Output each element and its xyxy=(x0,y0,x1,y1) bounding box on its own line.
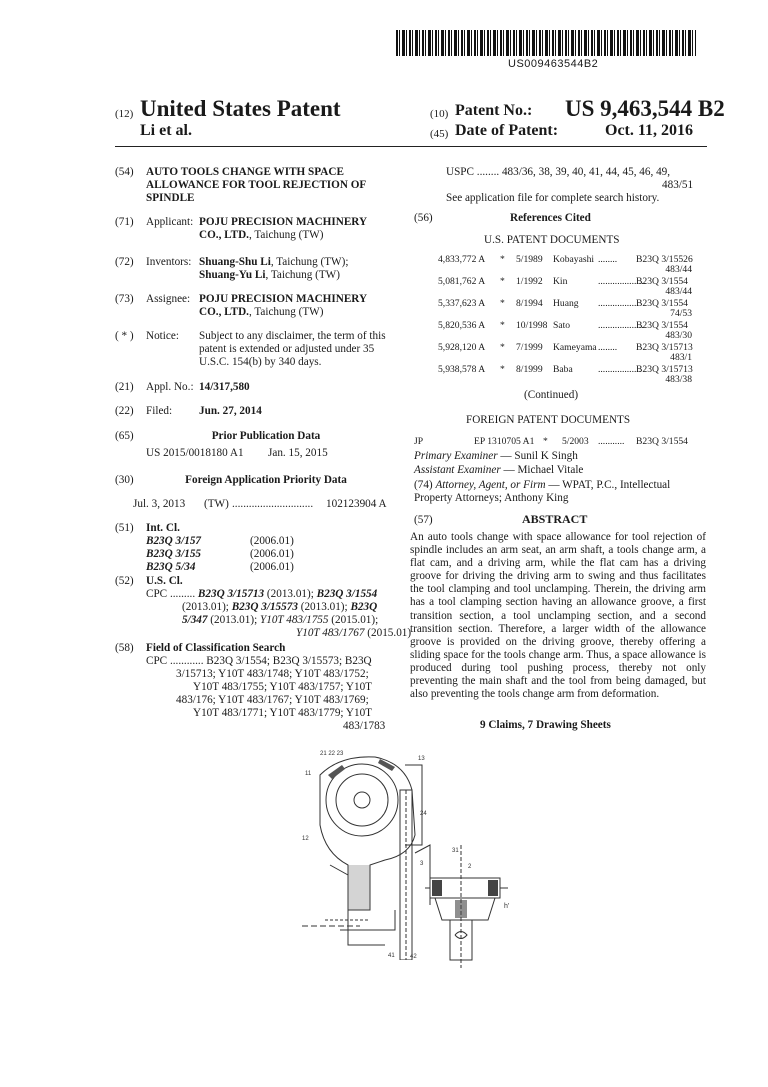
assistant-examiner-label: Assistant Examiner xyxy=(414,464,501,476)
applicant-label: Applicant: xyxy=(146,216,194,228)
attorney-code: (74) xyxy=(414,479,433,491)
us-cl-line-4 xyxy=(296,627,411,640)
field-search-heading: Field of Classification Search xyxy=(146,642,286,654)
foreign-dots: ........... xyxy=(598,436,625,447)
assignee-co: CO., LTD. xyxy=(199,306,249,318)
title-line-3: SPINDLE xyxy=(146,192,195,204)
us-cl-code-7: Y10T 483/1767 xyxy=(296,627,365,639)
ref-name: Kobayashi xyxy=(553,254,595,265)
ref-name: Baba xyxy=(553,364,573,375)
field-54-code: (54) xyxy=(115,166,134,178)
field-search-line-2: 3/15713; Y10T 483/1748; Y10T 483/1752; xyxy=(176,668,369,680)
priority-dots: ............................. xyxy=(232,498,314,510)
notice-line-3: U.S.C. 154(b) by 340 days. xyxy=(199,356,322,368)
foreign-priority-heading: Foreign Application Priority Data xyxy=(185,474,347,486)
kind-code-12: (12) xyxy=(115,108,134,120)
priority-country: (TW) xyxy=(204,498,229,510)
reference-row xyxy=(438,298,692,320)
us-cl-code-6: Y10T 483/1755 xyxy=(260,614,329,626)
reference-row xyxy=(438,276,692,298)
svg-text:11: 11 xyxy=(305,771,312,777)
reference-list xyxy=(438,254,692,386)
int-cl-ver-2: (2006.01) xyxy=(250,548,294,560)
field-search-line-3: Y10T 483/1755; Y10T 483/1757; Y10T xyxy=(193,681,372,693)
ref-star: * xyxy=(500,320,505,331)
references-heading: References Cited xyxy=(510,212,591,224)
assignee-label: Assignee: xyxy=(146,293,191,305)
us-cl-cpc: CPC ......... xyxy=(146,588,196,600)
ref-subclass: 483/44 xyxy=(665,264,692,275)
priority-number: 102123904 A xyxy=(326,498,387,510)
ref-number: 5,081,762 A xyxy=(438,276,486,287)
us-cl-ver-7: (2015.01) xyxy=(364,627,412,639)
svg-text:31: 31 xyxy=(452,848,459,854)
field-72-code: (72) xyxy=(115,256,134,268)
svg-text:3: 3 xyxy=(420,861,424,867)
patent-drawing-detail xyxy=(410,840,520,970)
reference-row xyxy=(438,342,692,364)
field-search-line-4: 483/176; Y10T 483/1767; Y10T 483/1769; xyxy=(176,694,369,706)
assignee-line-1: POJU PRECISION MACHINERY xyxy=(199,293,368,305)
svg-text:41: 41 xyxy=(388,953,395,959)
ref-date: 10/1998 xyxy=(516,320,548,331)
ref-subclass: 483/1 xyxy=(670,352,692,363)
primary-examiner-label: Primary Examiner xyxy=(414,450,498,462)
us-cl-ver-6: (2015.01); xyxy=(328,614,379,626)
svg-text:13: 13 xyxy=(418,756,425,762)
ref-number: 5,337,623 A xyxy=(438,298,486,309)
field-56-code: (56) xyxy=(414,212,433,224)
notice-code: ( * ) xyxy=(115,330,134,342)
inventor-1-name: Shuang-Shu Li xyxy=(199,256,271,268)
ref-name: Kameyama xyxy=(553,342,597,353)
applicant-co: CO., LTD. xyxy=(199,229,249,241)
uspc-note: See application file for complete search history. xyxy=(446,192,660,204)
attorney-label: Attorney, Agent, or Firm xyxy=(435,479,546,491)
foreign-country: JP xyxy=(414,436,424,447)
us-patent-docs-heading: U.S. PATENT DOCUMENTS xyxy=(484,234,620,246)
foreign-num: EP 1310705 A1 xyxy=(474,436,535,447)
ref-dots: .................... xyxy=(598,276,646,287)
assistant-examiner xyxy=(414,464,583,477)
ref-star: * xyxy=(500,342,505,353)
us-cl-code-5: 5/347 xyxy=(182,614,208,626)
us-cl-ver-3: (2013.01); xyxy=(297,601,351,613)
field-22-code: (22) xyxy=(115,405,134,417)
priority-date: Jul. 3, 2013 xyxy=(133,498,186,510)
appl-no-label: Appl. No.: xyxy=(146,381,194,393)
us-cl-line-3 xyxy=(182,614,378,627)
attorney-line-1 xyxy=(414,479,670,492)
field-58-code: (58) xyxy=(115,642,134,654)
field-search-line-6: 483/1783 xyxy=(343,720,386,732)
ref-class: B23Q 3/15713 xyxy=(636,342,693,353)
abstract-text: An auto tools change with space allowance for tool rejection of spindle includes an arm seat, an arm shaft, a tools change arm, a flat cam, and a driving arm, while the flat cam has a driving groove for driving the driving arm to swing and thus facilitates the tool clamping and tool unclamping. Therein, the driving arm has a tool clamping section having an allowance groove, a first transition section, a tool unclamping section, and a second transition section. Therefore, a larger width of the allowance groove is provided on the driving groove, thereby offering a sliding space for the tools change arm. Thus, a space allowance is produced during tool pushing process, thereby not only preventing the main shaft and the tool from being damaged, but also preventing the tools change arm from deformation. xyxy=(410,531,706,701)
prior-pub-number: US 2015/0018180 A1 xyxy=(146,447,244,459)
int-cl-heading: Int. Cl. xyxy=(146,522,180,534)
applicant-loc: , Taichung (TW) xyxy=(248,229,324,241)
svg-text:24: 24 xyxy=(420,811,427,817)
ref-star: * xyxy=(500,276,505,287)
ref-star: * xyxy=(500,298,505,309)
appl-no-value: 14/317,580 xyxy=(199,381,250,393)
inventor-short: Li et al. xyxy=(140,122,192,139)
inventor-1 xyxy=(199,256,348,269)
field-52-code: (52) xyxy=(115,575,134,587)
patent-no-label: Patent No.: xyxy=(455,102,533,119)
patent-title-heading: United States Patent xyxy=(140,96,341,121)
ref-subclass: 74/53 xyxy=(670,308,692,319)
svg-text:2: 2 xyxy=(468,864,472,870)
foreign-date: 5/2003 xyxy=(562,436,589,447)
us-cl-heading: U.S. Cl. xyxy=(146,575,183,587)
ref-number: 5,938,578 A xyxy=(438,364,486,375)
int-cl-code-1: B23Q 3/157 xyxy=(146,535,202,547)
barcode-number: US009463544B2 xyxy=(508,58,599,70)
title-line-1: AUTO TOOLS CHANGE WITH SPACE xyxy=(146,166,344,178)
ref-class: B23Q 3/1554 xyxy=(636,276,688,287)
ref-name: Huang xyxy=(553,298,579,309)
uspc-line-1: USPC ........ 483/36, 38, 39, 40, 41, 44, 45, 46, 49, xyxy=(446,166,671,178)
ref-dots: ........ xyxy=(598,254,618,265)
us-cl-line-1 xyxy=(146,588,377,601)
field-search-line-1: CPC ............ B23Q 3/1554; B23Q 3/15573; B23Q xyxy=(146,655,372,667)
applicant-line-1: POJU PRECISION MACHINERY xyxy=(199,216,368,228)
svg-text:12: 12 xyxy=(302,836,309,842)
applicant-line-2 xyxy=(199,229,323,242)
prior-pub-date: Jan. 15, 2015 xyxy=(268,447,328,459)
ref-date: 7/1999 xyxy=(516,342,543,353)
inventor-2 xyxy=(199,269,340,282)
ref-name: Kin xyxy=(553,276,568,287)
inventors-label: Inventors: xyxy=(146,256,192,268)
claims-summary: 9 Claims, 7 Drawing Sheets xyxy=(480,719,611,731)
inventor-2-name: Shuang-Yu Li xyxy=(199,269,266,281)
ref-dots: ................... xyxy=(598,320,644,331)
ref-subclass: 483/44 xyxy=(665,286,692,297)
foreign-docs-heading: FOREIGN PATENT DOCUMENTS xyxy=(466,414,631,426)
us-cl-code-1: B23Q 3/15713 xyxy=(197,588,265,600)
filed-label: Filed: xyxy=(146,405,173,417)
abstract-heading: ABSTRACT xyxy=(522,512,588,526)
int-cl-code-3: B23Q 5/34 xyxy=(146,561,196,573)
assignee-line-2 xyxy=(199,306,323,319)
field-57-code: (57) xyxy=(414,514,433,526)
ref-date: 1/1992 xyxy=(516,276,543,287)
ref-class: B23Q 3/1554 xyxy=(636,320,688,331)
reference-row xyxy=(438,320,692,342)
uspc-line-2: 483/51 xyxy=(662,179,694,191)
attorney-name: — WPAT, P.C., Intellectual xyxy=(545,479,671,491)
ref-date: 5/1989 xyxy=(516,254,543,265)
us-cl-ver-5: (2013.01); xyxy=(207,614,260,626)
date-code: (45) xyxy=(430,128,449,140)
us-cl-code-4: B23Q xyxy=(350,601,378,613)
ref-date: 8/1994 xyxy=(516,298,543,309)
field-30-code: (30) xyxy=(115,474,134,486)
filed-value: Jun. 27, 2014 xyxy=(199,405,262,417)
foreign-star: * xyxy=(543,436,548,447)
svg-text:42: 42 xyxy=(410,954,417,960)
ref-dots: ................. xyxy=(598,298,639,309)
patent-no-code: (10) xyxy=(430,108,449,120)
drawing-label-h: h' xyxy=(504,903,510,910)
ref-number: 4,833,772 A xyxy=(438,254,486,265)
int-cl-code-2: B23Q 3/155 xyxy=(146,548,202,560)
field-65-code: (65) xyxy=(115,430,134,442)
primary-examiner-name: — Sunil K Singh xyxy=(497,450,578,462)
us-cl-line-2 xyxy=(182,601,377,614)
svg-text:21 22 23: 21 22 23 xyxy=(320,751,344,757)
ref-class: B23Q 3/1554 xyxy=(636,298,688,309)
ref-number: 5,928,120 A xyxy=(438,342,486,353)
inventor-1-loc: , Taichung (TW); xyxy=(270,256,349,268)
header-rule xyxy=(115,146,707,147)
ref-star: * xyxy=(500,254,505,265)
title-line-2: ALLOWANCE FOR TOOL REJECTION OF xyxy=(146,179,367,191)
field-51-code: (51) xyxy=(115,522,134,534)
ref-date: 8/1999 xyxy=(516,364,543,375)
us-cl-ver-1: (2013.01); xyxy=(264,588,317,600)
int-cl-ver-3: (2006.01) xyxy=(250,561,294,573)
ref-dots: .................. xyxy=(598,364,642,375)
reference-row xyxy=(438,364,692,386)
field-71-code: (71) xyxy=(115,216,134,228)
ref-subclass: 483/38 xyxy=(665,374,692,385)
ref-number: 5,820,536 A xyxy=(438,320,486,331)
us-cl-ver-2: (2013.01); xyxy=(182,601,232,613)
field-search-line-5: Y10T 483/1771; Y10T 483/1779; Y10T xyxy=(193,707,372,719)
assignee-loc: , Taichung (TW) xyxy=(248,306,324,318)
assistant-examiner-name: — Michael Vitale xyxy=(500,464,584,476)
inventor-2-loc: , Taichung (TW) xyxy=(265,269,340,281)
ref-class: B23Q 3/15713 xyxy=(636,364,693,375)
ref-dots: ........ xyxy=(598,342,618,353)
barcode xyxy=(396,30,696,56)
patent-number: US 9,463,544 B2 xyxy=(565,96,725,121)
notice-line-1: Subject to any disclaimer, the term of this xyxy=(199,330,386,342)
field-21-code: (21) xyxy=(115,381,134,393)
prior-pub-heading: Prior Publication Data xyxy=(211,430,321,442)
ref-star: * xyxy=(500,364,505,375)
patent-date: Oct. 11, 2016 xyxy=(605,122,693,139)
us-cl-code-3: B23Q 3/15573 xyxy=(231,601,298,613)
reference-row xyxy=(438,254,692,276)
attorney-line-2: Property Attorneys; Anthony King xyxy=(414,492,569,504)
int-cl-ver-1: (2006.01) xyxy=(250,535,294,547)
us-cl-code-2: B23Q 3/1554 xyxy=(316,588,378,600)
notice-line-2: patent is extended or adjusted under 35 xyxy=(199,343,375,355)
field-73-code: (73) xyxy=(115,293,134,305)
date-label: Date of Patent: xyxy=(455,122,559,139)
ref-class: B23Q 3/15526 xyxy=(636,254,693,265)
notice-label: Notice: xyxy=(146,330,179,342)
ref-subclass: 483/30 xyxy=(665,330,692,341)
foreign-cls: B23Q 3/1554 xyxy=(636,436,688,447)
references-continued: (Continued) xyxy=(524,389,579,401)
ref-name: Sato xyxy=(553,320,571,331)
primary-examiner xyxy=(414,450,578,463)
